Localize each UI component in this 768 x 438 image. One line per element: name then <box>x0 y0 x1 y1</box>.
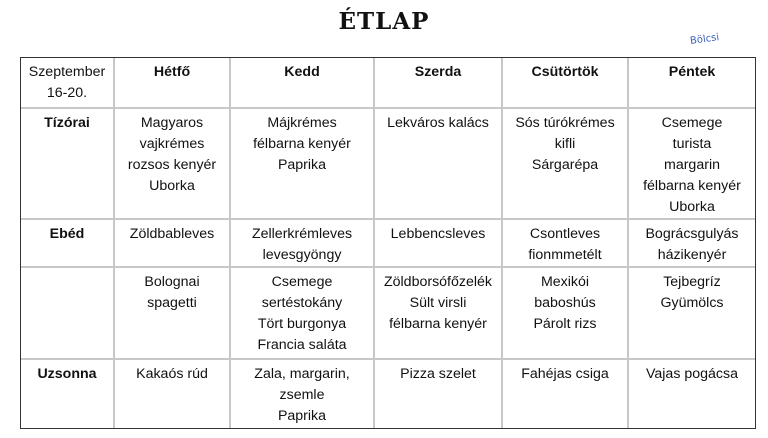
table-row <box>21 220 755 268</box>
day-header-szerda: Szerda <box>375 58 503 109</box>
page-title: ÉTLAP <box>338 8 430 35</box>
menu-cell: Zöldbableves <box>115 220 231 268</box>
menu-cell: Lebbencsleves <box>375 220 503 268</box>
header-row <box>21 58 755 109</box>
day-header-csutortok: Csütörtök <box>503 58 629 109</box>
menu-cell: Csemege sertéstokány Tört burgonya Francia saláta <box>231 268 375 360</box>
menu-cell: Bolognai spagetti <box>115 268 231 360</box>
menu-cell: Csontleves fionmmetélt <box>503 220 629 268</box>
day-header-pentek: Péntek <box>629 58 755 109</box>
menu-cell: Bográcsgulyás házikenyér <box>629 220 755 268</box>
meal-label-ebed-2 <box>21 268 115 360</box>
menu-cell: Sós túrókrémes kifli Sárgarépa <box>503 109 629 220</box>
menu-cell: Pizza szelet <box>375 360 503 428</box>
meal-label-uzsonna: Uzsonna <box>21 360 115 428</box>
table-row <box>21 360 755 428</box>
menu-cell: Csemege turista margarin félbarna kenyér Uborka <box>629 109 755 220</box>
menu-cell: Zöldborsófőzelék Sült virsli félbarna kenyér <box>375 268 503 360</box>
table-row <box>21 268 755 360</box>
meal-label-tizorai: Tízórai <box>21 109 115 220</box>
handwritten-note: Bölcsi <box>689 32 720 47</box>
menu-cell: Tejbegríz Gyümölcs <box>629 268 755 360</box>
menu-cell: Zala, margarin, zsemle Paprika <box>231 360 375 428</box>
menu-cell: Zellerkrémleves levesgyöngy <box>231 220 375 268</box>
menu-cell: Fahéjas csiga <box>503 360 629 428</box>
menu-cell: Mexikói baboshús Párolt rizs <box>503 268 629 360</box>
menu-cell: Lekváros kalács <box>375 109 503 220</box>
menu-cell: Magyaros vajkrémes rozsos kenyér Uborka <box>115 109 231 220</box>
menu-cell: Májkrémes félbarna kenyér Paprika <box>231 109 375 220</box>
menu-cell: Kakaós rúd <box>115 360 231 428</box>
menu-table <box>20 57 756 429</box>
table-row <box>21 109 755 220</box>
menu-cell: Vajas pogácsa <box>645 366 739 382</box>
period-cell: Szeptember 16-20. <box>21 58 115 109</box>
day-header-hetfo: Hétfő <box>115 58 231 109</box>
day-header-kedd: Kedd <box>231 58 375 109</box>
meal-label-ebed: Ebéd <box>21 220 115 268</box>
